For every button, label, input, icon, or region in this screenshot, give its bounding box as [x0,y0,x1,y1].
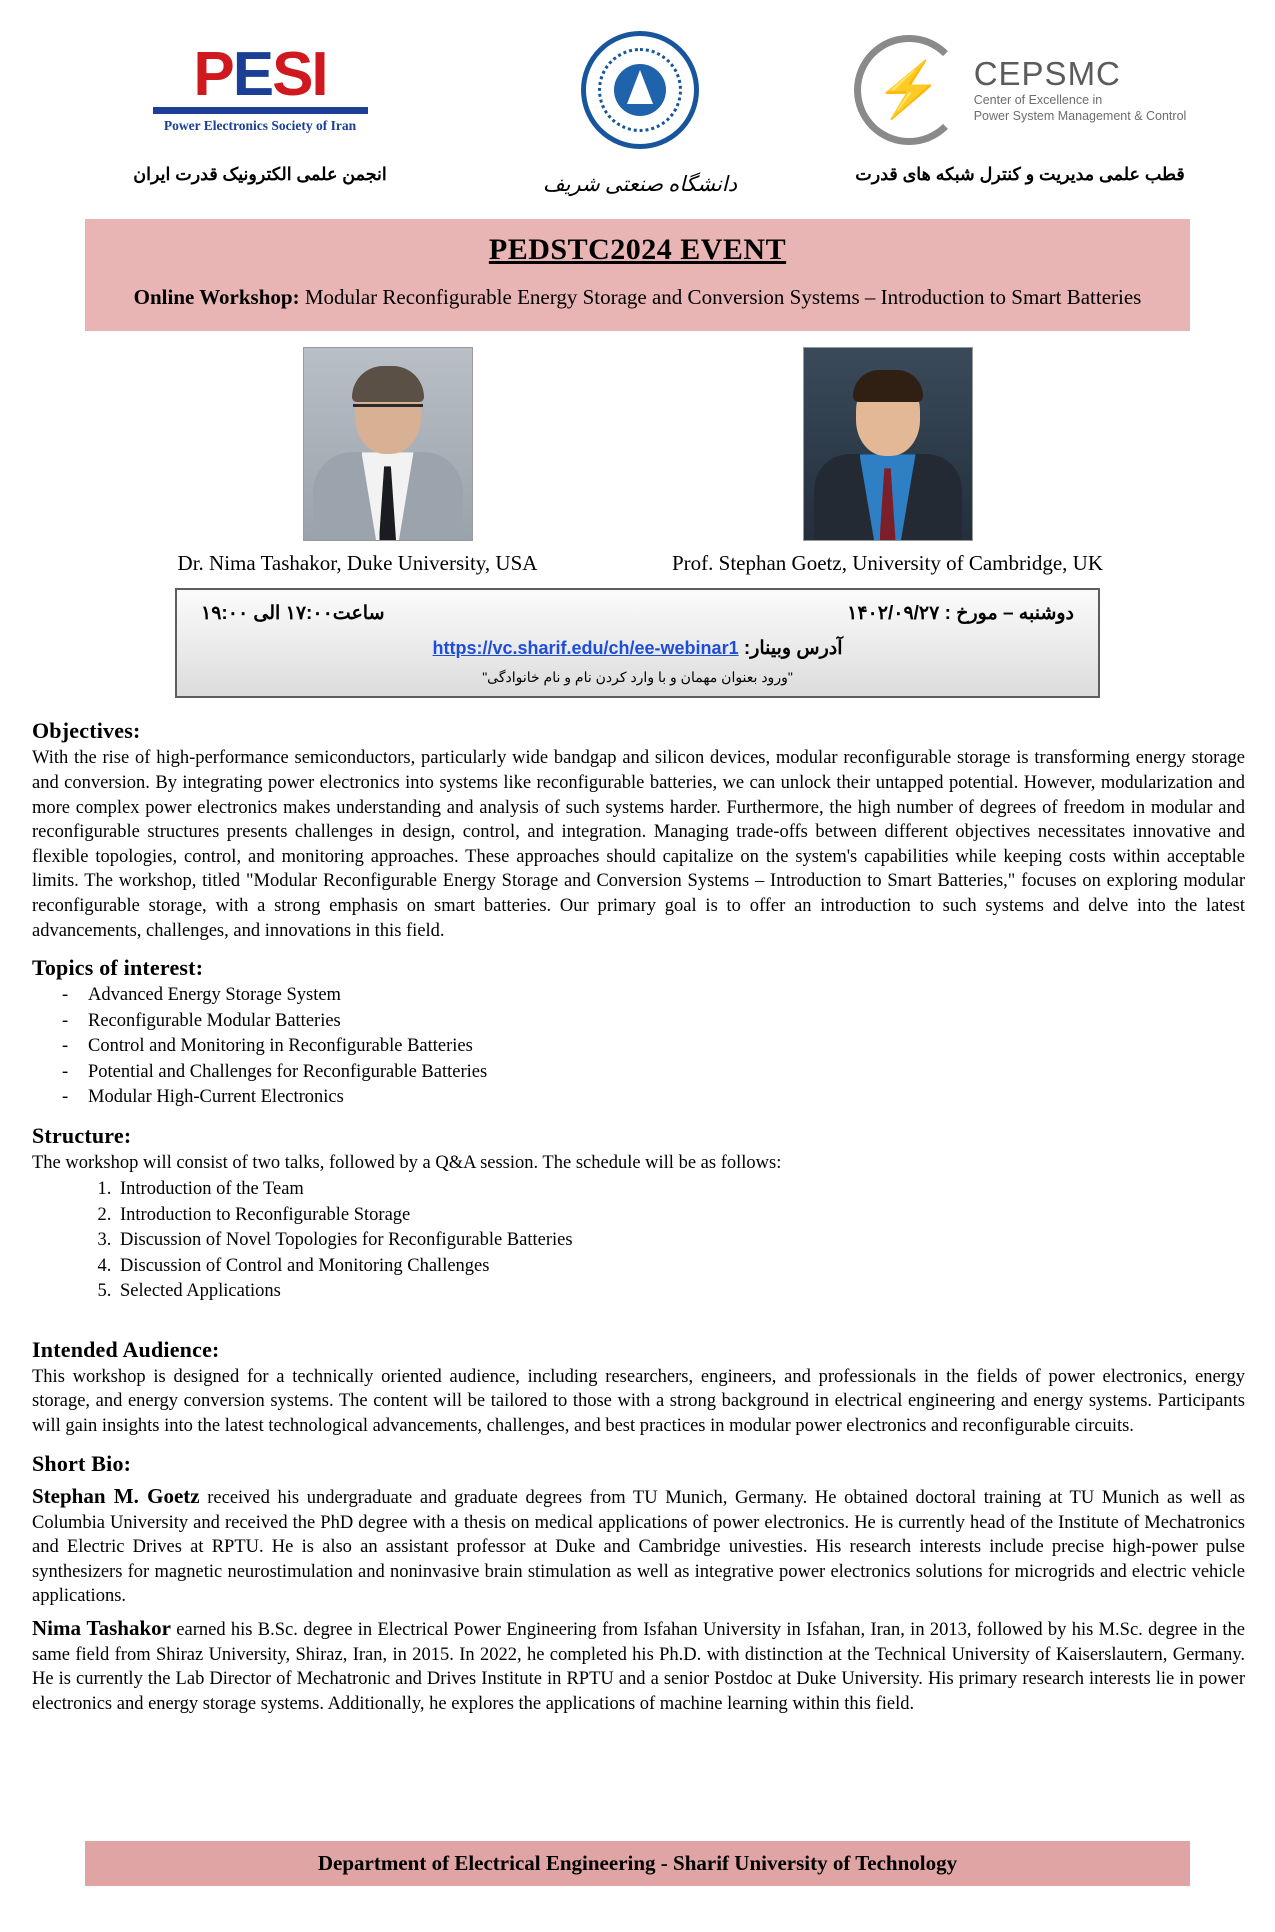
list-item: 1. Introduction of the Team [116,1177,1245,1203]
cepsmc-logo-mark [854,30,1187,150]
speaker-photos [0,347,1275,541]
bio-goetz-name: Stephan M. Goetz [32,1483,200,1508]
speaker-names [0,551,1275,576]
list-item: - Modular High-Current Electronics [88,1085,1245,1111]
list-item: 2. Introduction to Reconfigurable Storage [116,1203,1245,1229]
document-content [0,698,1275,1716]
pesi-letter-e: E [232,39,273,109]
logo-sharif [470,30,810,197]
sharif-emblem-inner [614,64,666,116]
cepsmc-subtitle-1: Center of Excellence in [973,93,1103,108]
event-info-box [175,588,1100,698]
sharif-logo-mark [581,30,699,150]
pesi-letter-s: S [272,39,312,109]
event-title: PEDSTC2024 EVENT [488,233,787,266]
bio-goetz-text: received his undergraduate and graduate degrees from TU Munich, Germany. He obtained doctoral training at TU Munich as well as Columbia University and received the PhD degree with a thesis on medical applications of power electronics. He is currently head of the Institute of Mechatronics and Electric Drives at RPTU. He is also an assistant professor at Duke and Cambridge univesties. His research interests include precise high-power pulse synthesizers for magnetic neurostimulation and noninvasive brain stimulation as well as integrative power electronics solutions for microgrids and electric vehicle applications. [32,1487,1245,1607]
audience-text: This workshop is designed for a technically oriented audience, including researchers, engineers, and professionals in the fields of power electronics, energy storage, and energy conversion systems. The content will be tailored to those with a strong background in electrical engineering and energy systems. Participants will gain insights into the latest technological advancements, challenges, and best practices in modular power electronics and reconfigurable circuits. [32,1366,1245,1437]
structure-heading: Structure: [32,1122,132,1148]
structure-list [32,1177,1245,1305]
cepsmc-subtitle-2: Power System Management & Control [973,109,1187,123]
cepsmc-caption: قطب علمی مدیریت و کنترل شبکه های قدرت [855,164,1185,184]
event-time: ساعت۱۷:۰۰ الی ۱۹:۰۰ [201,603,385,625]
speaker-photo-2 [803,347,973,541]
list-item: 3. Discussion of Novel Topologies for Reconfigurable Batteries [116,1228,1245,1254]
lightning-bolt-icon: ⚡ [854,35,964,145]
title-banner [85,219,1190,331]
webinar-row [195,637,1080,660]
footer-banner: Department of Electrical Engineering - Sharif University of Technology [85,1841,1190,1886]
event-datetime-row [195,602,1080,625]
event-date: دوشنبه – مورخ : ۱۴۰۲/۰۹/۲۷ [847,603,1074,625]
list-item: - Reconfigurable Modular Batteries [88,1009,1245,1035]
workshop-topic: Modular Reconfigurable Energy Storage and Conversion Systems – Introduction to Smart Batteries [299,285,1142,309]
workshop-subtitle [105,283,1170,311]
cepsmc-title: CEPSMC [973,55,1121,93]
structure-text: The workshop will consist of two talks, followed by a Q&A session. The schedule will be as follows: [32,1152,782,1173]
audience-heading: Intended Audience: [32,1336,220,1362]
sharif-caption: دانشگاه صنعتی شریف [542,172,738,196]
list-item: - Potential and Challenges for Reconfigurable Batteries [88,1060,1245,1086]
list-item: 4. Discussion of Control and Monitoring Challenges [116,1254,1245,1280]
logo-cepsmc [850,30,1190,185]
speaker-name-2: Prof. Stephan Goetz, University of Cambridge, UK [671,551,1103,576]
logo-pesi [90,30,430,185]
logo-row [0,0,1275,197]
pesi-letter-i: I [311,39,327,109]
webinar-label: آدرس وبینار: [743,638,843,660]
bio-tashakor-name: Nima Tashakor [32,1615,171,1640]
pesi-logo-mark [153,30,368,150]
bio-tashakor-text: earned his B.Sc. degree in Electrical Power Engineering from Isfahan University in Isfahan, Iran, in 2013, followed by his M.Sc. degree in the same field from Shiraz University, Shiraz, Iran, in 2015. In 2022, he completed his Ph.D. with distinction at the Technical University of Kaiserslautern, Germany. He is currently the Lab Director of Mechatronic and Drives Institute in RPTU and a senior Postdoc at Duke University. His primary research interests lie in power electronics and energy storage systems. Additionally, he explores the applications of machine learning within this field. [32,1619,1245,1715]
speaker-photo-1 [303,347,473,541]
topics-heading: Topics of interest: [32,955,204,981]
topics-list [32,983,1245,1111]
objectives-heading: Objectives: [32,718,141,744]
workshop-label: Online Workshop: [133,285,300,309]
list-item: 5. Selected Applications [116,1279,1245,1305]
entry-note: "ورود بعنوان مهمان و با وارد کردن نام و نام خانوادگی" [482,669,793,686]
pesi-wordmark [193,39,327,109]
sharif-emblem-icon [581,31,699,149]
webinar-link[interactable]: https://vc.sharif.edu/ch/ee-webinar1 [432,638,739,659]
bio-tashakor [32,1615,1245,1717]
list-item: - Advanced Energy Storage System [88,983,1245,1009]
pesi-caption: انجمن علمی الکترونیک قدرت ایران [133,164,387,184]
pesi-letter-p: P [193,39,233,109]
bio-heading: Short Bio: [32,1450,132,1476]
objectives-text: With the rise of high-performance semiconductors, particularly wide bandgap and silicon devices, modular reconfigurable storage is transforming energy storage and conversion. By integrating power electronics into systems like reconfigurable batteries, we can unlock their untapped potential. However, modularization and more complex power electronics makes understanding and analysis of such systems harder. Furthermore, the high number of degrees of freedom in modular and reconfigurable structures presents challenges in design, control, and integration. Managing trade-offs between different objectives necessitates innovative and flexible topologies, control, and monitoring approaches. These approaches should capitalize on the system's capabilities while keeping costs within acceptable limits. The workshop, titled "Modular Reconfigurable Energy Storage and Conversion Systems – Introduction to Smart Batteries," focuses on exploring modular reconfigurable storage, with a strong emphasis on smart batteries. Our primary goal is to offer an introduction to such systems and delve into the latest advancements, challenges, and innovations in this field. [32,748,1245,941]
bio-goetz [32,1483,1245,1609]
list-item: - Control and Monitoring in Reconfigurable Batteries [88,1034,1245,1060]
speaker-name-1: Dr. Nima Tashakor, Duke University, USA [177,551,538,576]
pesi-subtitle: Power Electronics Society of Iran [163,118,357,134]
